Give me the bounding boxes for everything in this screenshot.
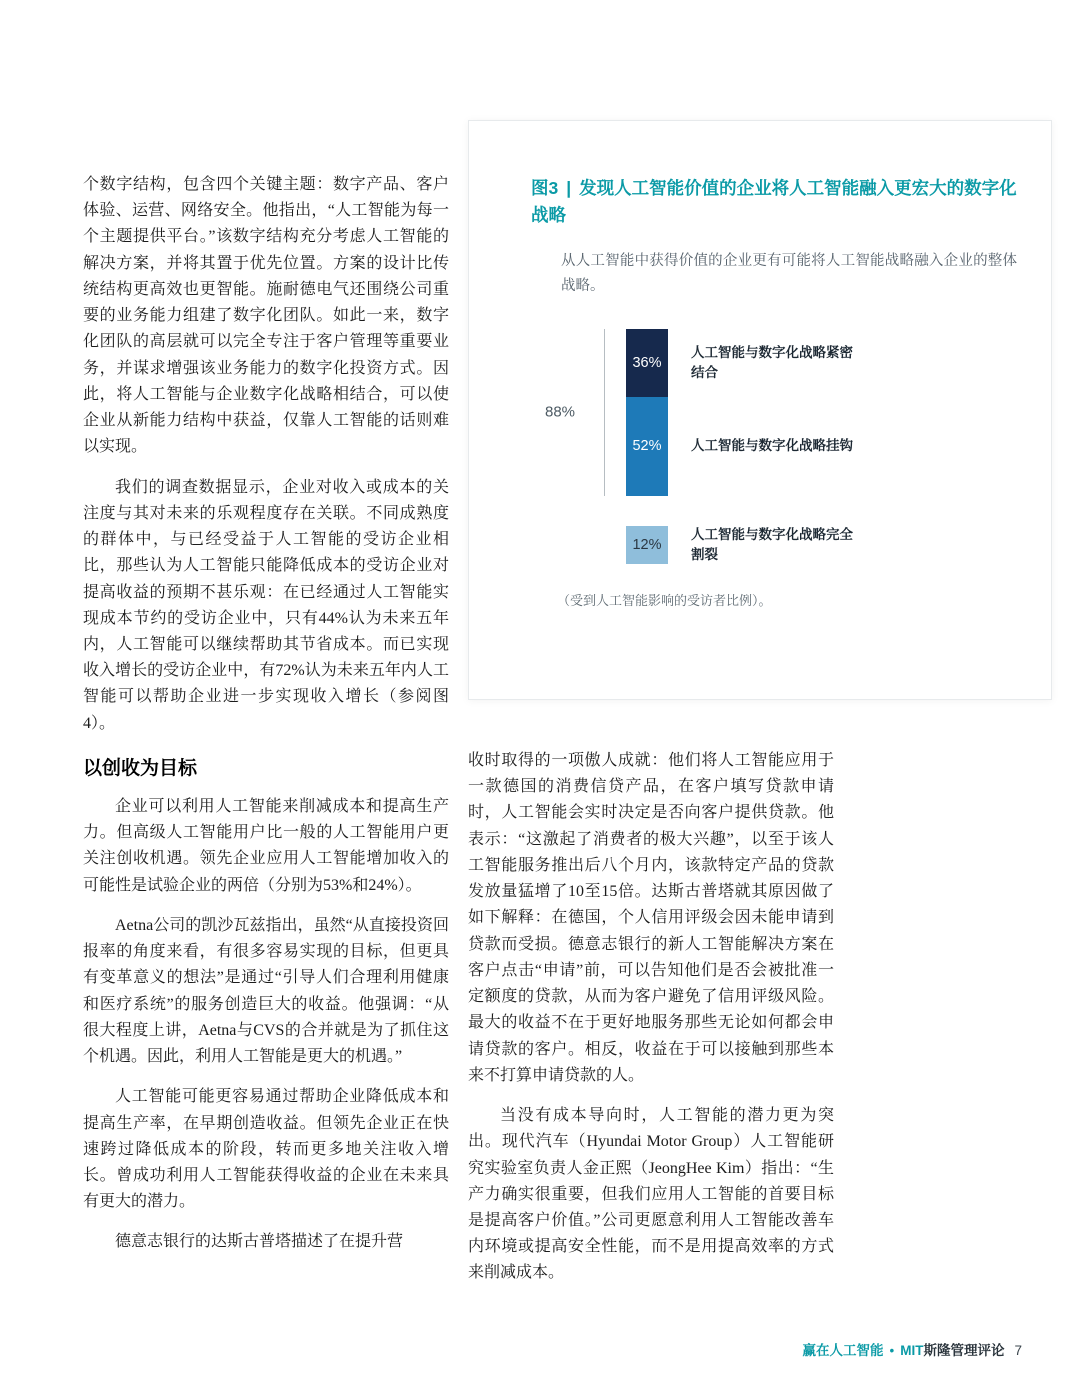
- paragraph: 人工智能可能更容易通过帮助企业降低成本和提高生产率，在早期创造收益。但领先企业正在快速跨过降低成本的阶段，转而更多地关注收入增长。曾成功利用人工智能获得收益的企业在未来具有更大的潜力。: [83, 1088, 449, 1211]
- figure-subtitle: 从人工智能中获得价值的企业更有可能将人工智能战略融入企业的整体战略。: [561, 253, 1017, 294]
- paragraph: 个数字结构，包含四个关键主题：数字产品、客户体验、运营、网络安全。他指出，“人工智能为每一个主题提供平台。”该数字结构充分考虑人工智能的解决方案，并将其置于优先位置。方案的设计比传统结构更高效也更智能。施耐德电气还围绕公司重要的业务能力组建了数字化团队。如此一来，数字化团队的高层就可以完全专注于客户管理等重要业务，并谋求增强该业务能力的数字化投资方式。因此，将人工智能与企业数字化战略相结合，可以使企业从新能力结构中获益，仅靠人工智能的话则难以实现。: [83, 176, 449, 456]
- footer-brand: 赢在人工智能: [802, 1343, 884, 1358]
- paragraph: Aetna公司的凯沙瓦兹指出，虽然“从直接投资回报率的角度来看，有很多容易实现的目标，但更具有变革意义的想法”是通过“引导人们合理利用健康和医疗系统”的服务创造巨大的收益。他强调：“从很大程度上讲，Aetna与CVS的合并就是为了抓住这个机遇。因此，利用人工智能是更大的机遇。”: [83, 916, 449, 1066]
- bracket-line: [604, 329, 605, 496]
- figure-title: [531, 175, 1017, 229]
- footer-mit-label: MIT: [900, 1343, 924, 1358]
- footer-publication: 斯隆管理评论: [923, 1343, 1005, 1358]
- segment-label: 人工智能与数字化战略完全割裂: [691, 526, 853, 562]
- figure-caption: （受到人工智能影响的受访者比例）。: [557, 592, 772, 608]
- bar-segment: 52%: [626, 397, 668, 496]
- total-percent-label: 88%: [545, 403, 576, 421]
- figure-3-panel: [468, 120, 1052, 700]
- segment-label: 人工智能与数字化战略挂钩: [691, 438, 853, 454]
- figure-label: 图3: [531, 178, 559, 198]
- paragraph: 当没有成本导向时，人工智能的潜力更为突出。现代汽车（Hyundai Motor Group）人工智能研究实验室负责人金正熙（JeongHee Kim）指出：“生产力确实很重要，但我们应用人工智能的首要目标是提高客户价值。”公司更愿意利用人工智能改善车内环境或提高安全性能，而不是用提高效率的方式来削减成本。: [468, 1107, 834, 1282]
- footer-separator-dot: •: [889, 1343, 895, 1358]
- left-column: [83, 172, 449, 1270]
- right-column: [468, 748, 834, 1301]
- stacked-bar-chart: [531, 329, 1017, 564]
- bar-segment: 36%: [626, 329, 668, 397]
- bar-segment: 12%: [626, 526, 668, 564]
- section-heading: 以创收为目标: [83, 757, 198, 779]
- figure-title-text: 发现人工智能价值的企业将人工智能融入更宏大的数字化战略: [531, 178, 1017, 226]
- page-footer: [803, 1339, 1023, 1359]
- paragraph: 企业可以利用人工智能来削减成本和提高生产力。但高级人工智能用户比一般的人工智能用户更关注创收机遇。领先企业应用人工智能增加收入的可能性是试验企业的两倍（分别为53%和24%）。: [83, 797, 449, 894]
- segment-label: 人工智能与数字化战略紧密结合: [691, 344, 853, 380]
- figure-title-divider: |: [566, 178, 572, 198]
- paragraph: 我们的调查数据显示，企业对收入或成本的关注度与其对未来的乐观程度存在关联。不同成熟度的群体中，与已经受益于人工智能的受访企业相比，那些认为人工智能只能降低成本的受访企业对提高收益的预期不甚乐观：在已经通过人工智能实现成本节约的受访企业中，只有44%认为未来五年内，人工智能可以继续帮助其节省成本。而已实现收入增长的受访企业中，有72%认为未来五年内人工智能可以帮助企业进一步实现收入增长（参阅图4）。: [83, 478, 449, 732]
- page-number: 7: [1014, 1343, 1022, 1358]
- paragraph: 德意志银行的达斯古普塔描述了在提升营: [115, 1233, 404, 1251]
- paragraph: 收时取得的一项傲人成就：他们将人工智能应用于一款德国的消费信贷产品，在客户填写贷款申请时，人工智能会实时决定是否向客户提供贷款。他表示：“这激起了消费者的极大兴趣”，以至于该人工智能服务推出后八个月内，该款特定产品的贷款发放量猛增了10至15倍。达斯古普塔就其原因做了如下解释：在德国，个人信用评级会因未能申请到贷款而受损。德意志银行的新人工智能解决方案在客户点击“申请”前，可以告知他们是否会被批准一定额度的贷款，从而为客户避免了信用评级风险。最大的收益不在于更好地服务那些无论如何都会申请贷款的客户。相反，收益在于可以接触到那些本来不打算申请贷款的人。: [468, 752, 834, 1084]
